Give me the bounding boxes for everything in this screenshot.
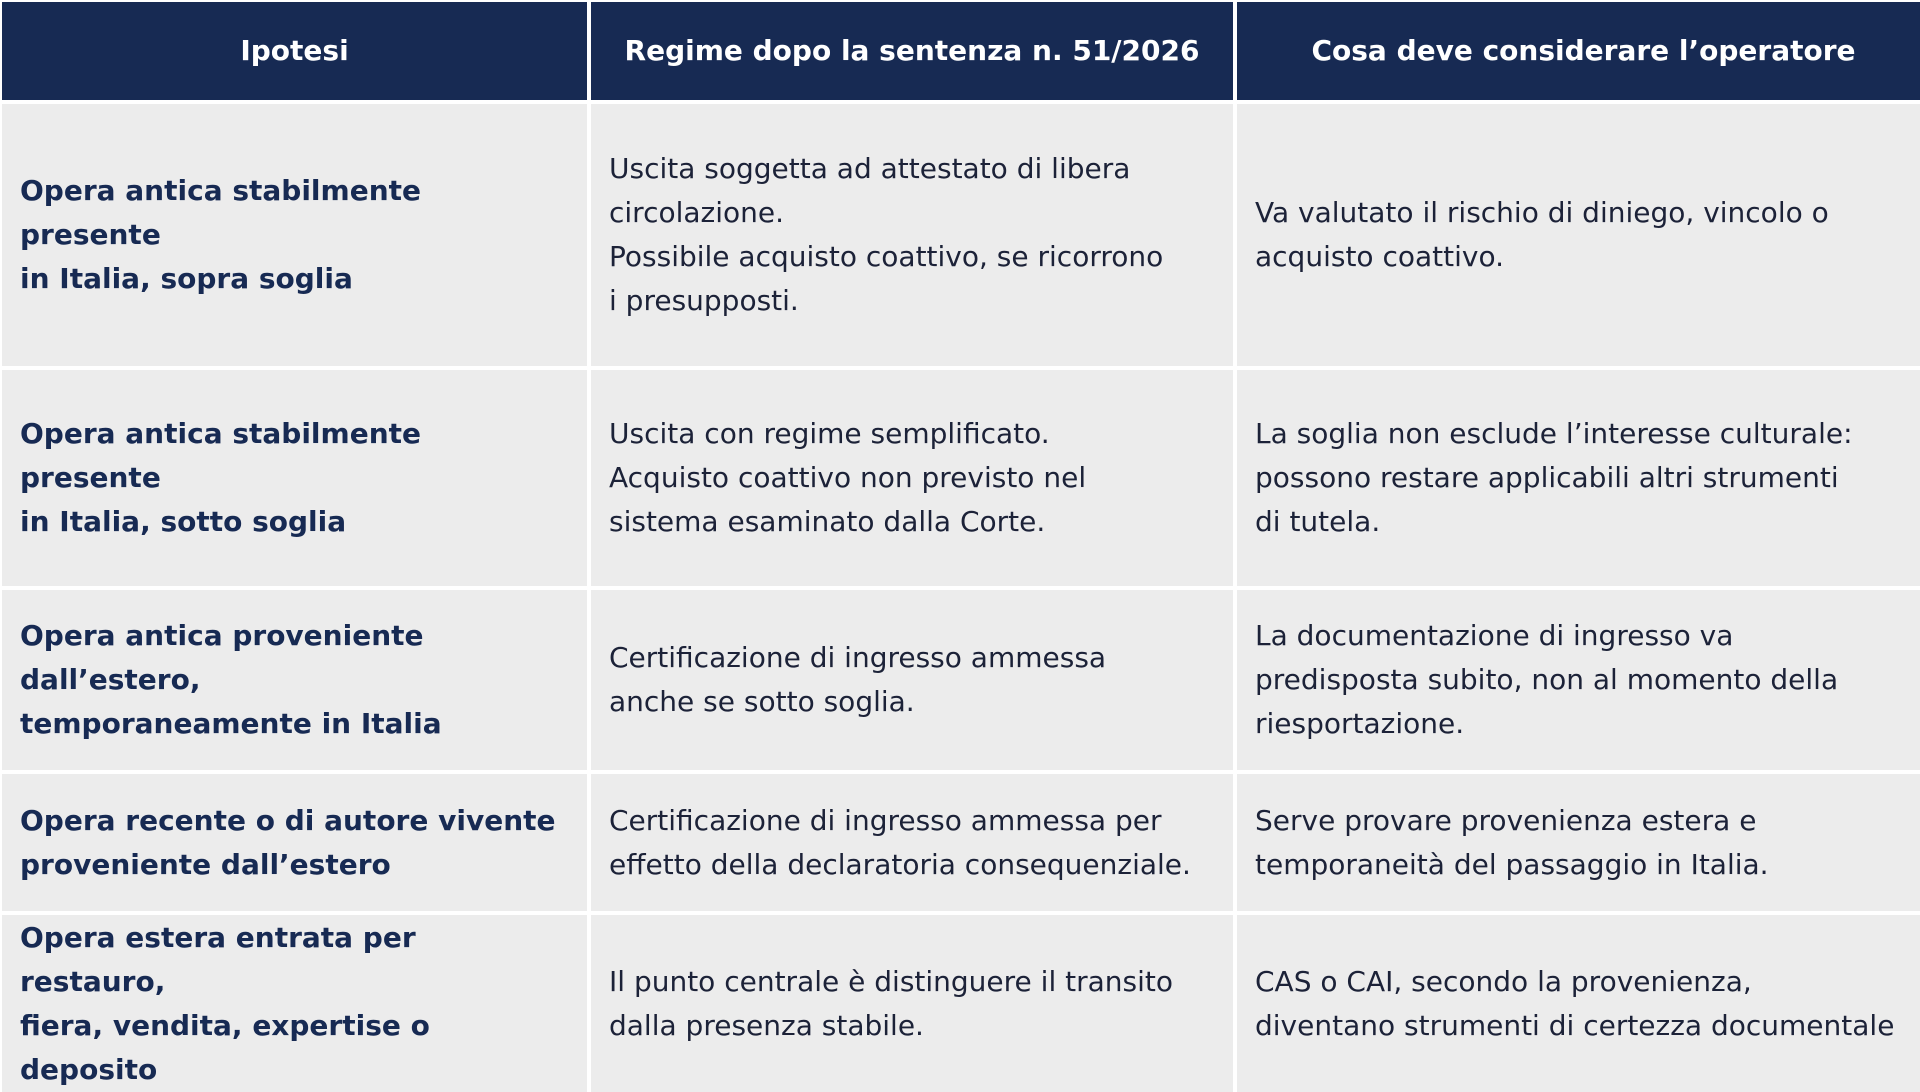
table-row-5-operatore (1237, 915, 1920, 1092)
column-header-regime (591, 2, 1233, 100)
table-row-2-ipotesi (2, 370, 587, 586)
cell-text: CAS o CAI, secondo la provenienza, diventano strumenti di certezza documentale (1255, 964, 1895, 1042)
table-row-3-ipotesi (2, 590, 587, 770)
cell-text: Va valutato il rischio di diniego, vincolo o acquisto coattivo. (1255, 196, 1829, 273)
column-header-label: Cosa deve considerare l’operatore (1311, 34, 1856, 67)
column-header-label: Regime dopo la sentenza n. 51/2026 (624, 34, 1200, 67)
cell-text: La documentazione di ingresso va predisposta subito, non al momento della riesportazione. (1255, 619, 1839, 740)
cell-text: Opera antica stabilmente presente in Italia, sopra soglia (20, 174, 421, 295)
cell-text: La soglia non esclude l’interesse culturale: possono restare applicabili altri strumenti di tutela. (1255, 417, 1853, 538)
column-header-operatore (1237, 2, 1920, 100)
cell-text: Certificazione di ingresso ammessa per effetto della declaratoria consequenziale. (609, 803, 1191, 881)
table-row-2-regime (591, 370, 1233, 586)
table-row-4-regime (591, 774, 1233, 911)
table-row-3-regime (591, 590, 1233, 770)
cell-text: Opera antica stabilmente presente in Italia, sotto soglia (20, 417, 421, 538)
table-row-1-regime (591, 104, 1233, 366)
column-header-ipotesi (2, 2, 587, 100)
table-row-5-ipotesi (2, 915, 587, 1092)
table-row-2-operatore (1237, 370, 1920, 586)
cell-text: Uscita con regime semplificato. Acquisto coattivo non previsto nel sistema esaminato dalla Corte. (609, 417, 1087, 538)
table-row-1-ipotesi (2, 104, 587, 366)
column-header-label: Ipotesi (240, 34, 349, 67)
cell-text: Opera estera entrata per restauro, fiera, vendita, expertise o deposito (20, 920, 430, 1086)
cell-text: Certificazione di ingresso ammessa anche se sotto soglia. (609, 641, 1107, 718)
table-row-3-operatore (1237, 590, 1920, 770)
cell-text: Opera antica proveniente dall’estero, temporaneamente in Italia (20, 619, 442, 740)
table-row-4-ipotesi (2, 774, 587, 911)
cell-text: Serve provare provenienza estera e temporaneità del passaggio in Italia. (1255, 803, 1769, 881)
cell-text: Uscita soggetta ad attestato di libera circolazione. Possibile acquisto coattivo, se ricorrono i presupposti. (609, 152, 1164, 317)
cell-text: Opera recente o di autore vivente proveniente dall’estero (20, 803, 556, 881)
table-row-5-regime (591, 915, 1233, 1092)
table-row-1-operatore (1237, 104, 1920, 366)
table-row-4-operatore (1237, 774, 1920, 911)
cell-text: Il punto centrale è distinguere il transito dalla presenza stabile. (609, 964, 1174, 1042)
